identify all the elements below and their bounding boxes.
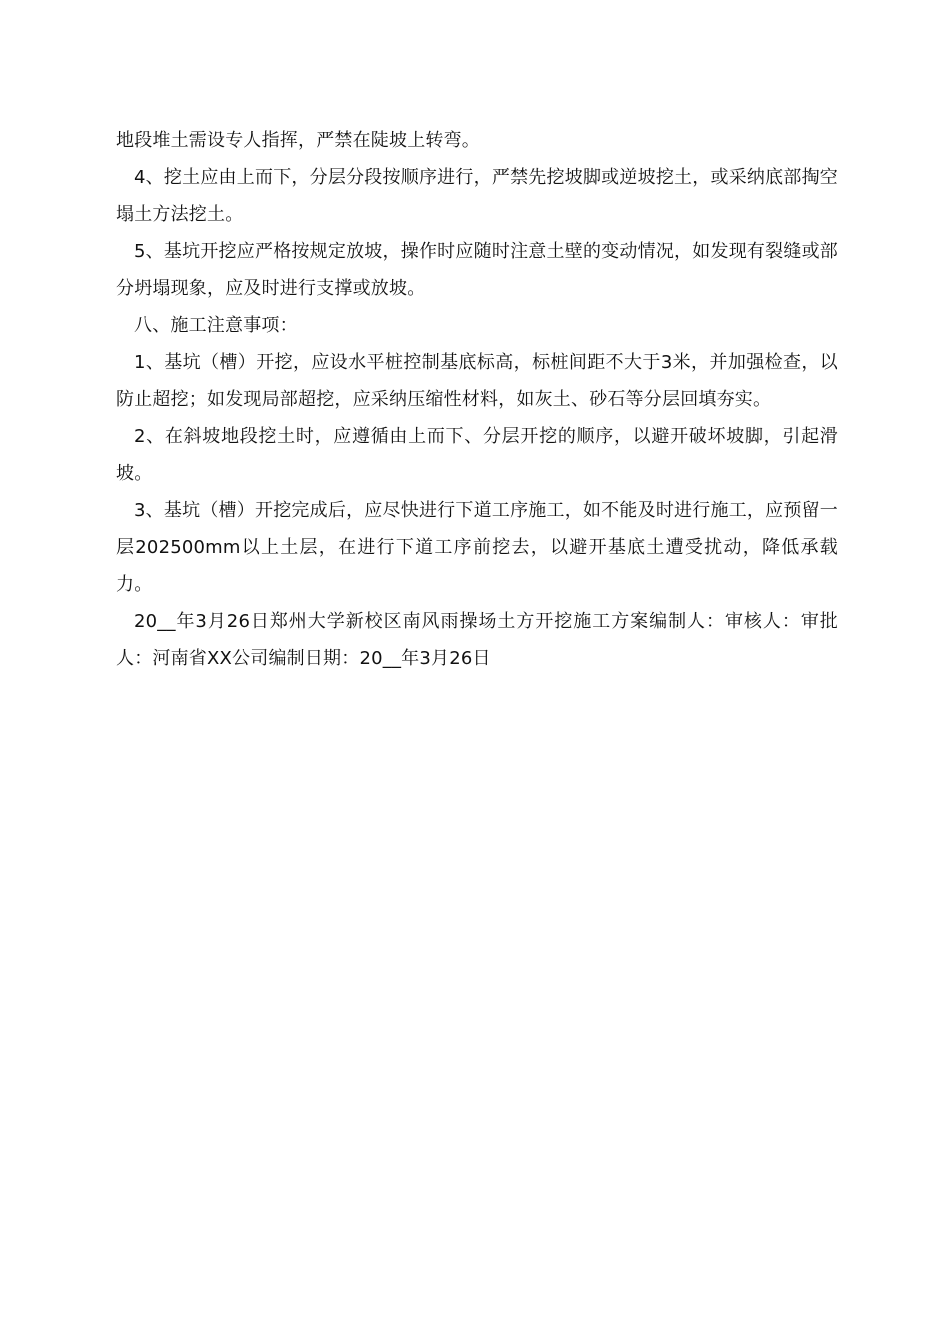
document-body [116,122,838,677]
paragraph-item-5: 5、基坑开挖应严格按规定放坡，操作时应随时注意土壁的变动情况，如发现有裂缝或部分坍塌现象，应及时进行支撑或放坡。 [116,241,838,299]
section-heading-8: 八、施工注意事项： [134,315,298,336]
paragraph-note-1: 1、基坑（槽）开挖，应设水平桩控制基底标高，标桩间距不大于3米，并加强检查，以防止超挖；如发现局部超挖，应采纳压缩性材料，如灰土、砂石等分层回填夯实。 [116,352,838,410]
signature-line: 20__年3月26日郑州大学新校区南风雨操场土方开挖施工方案编制人：审核人：审批人：河南省XX公司编制日期：20__年3月26日 [116,611,838,669]
paragraph-continued: 地段堆土需设专人指挥，严禁在陡坡上转弯。 [116,130,480,151]
paragraph-item-4: 4、挖土应由上而下，分层分段按顺序进行，严禁先挖坡脚或逆坡挖土，或采纳底部掏空塌土方法挖土。 [116,167,838,225]
paragraph-note-2: 2、在斜坡地段挖土时，应遵循由上而下、分层开挖的顺序，以避开破坏坡脚，引起滑坡。 [116,426,838,484]
paragraph-note-3: 3、基坑（槽）开挖完成后，应尽快进行下道工序施工，如不能及时进行施工，应预留一层202500mm以上土层，在进行下道工序前挖去，以避开基底土遭受扰动，降低承载力。 [116,500,838,595]
